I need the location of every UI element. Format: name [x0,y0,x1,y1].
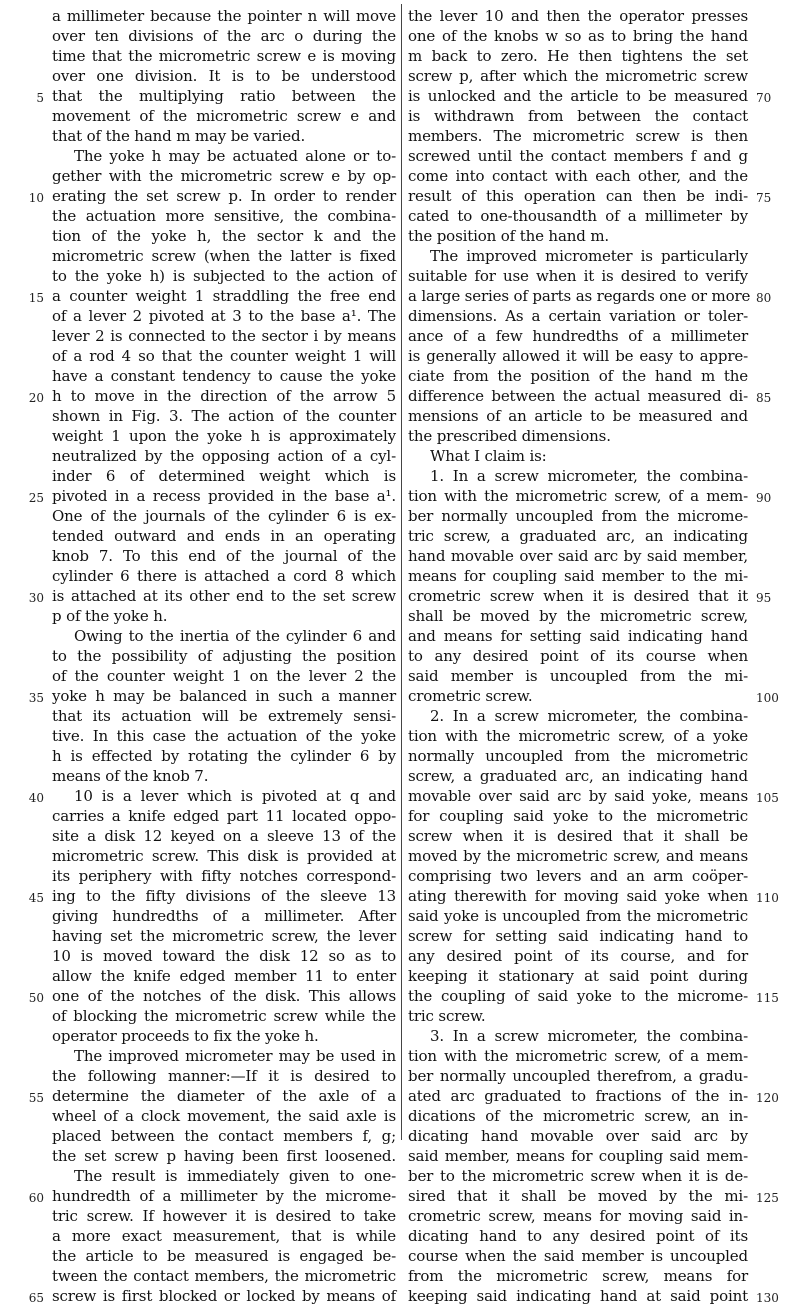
right-line-number: 105 [756,791,779,805]
left-column-line: the actuation more sensitive, the combina- [52,207,396,225]
right-line-number: 80 [756,291,772,305]
left-column-line: pivoted in a recess provided in the base a¹. [52,487,396,505]
right-column-line: mensions of an article to be measured and [408,407,748,425]
right-column-line: crometric screw when it is desired that it [408,587,748,605]
left-column-line: screw is first blocked or locked by means of [52,1287,396,1305]
right-column-line: members. The micrometric screw is then [408,127,748,145]
left-column-line: gether with the micrometric screw e by op- [52,167,396,185]
left-column-line: over one division. It is to be understood [52,67,396,85]
right-column-line: ciate from the position of the hand m the [408,367,748,385]
left-column-line: giving hundredths of a millimeter. After [52,907,396,925]
left-line-number: 5 [36,91,44,105]
right-column-line: crometric screw. [408,687,533,705]
left-column-line: lever 2 is connected to the sector i by means [52,327,396,345]
left-column-line: have a constant tendency to cause the yoke [52,367,396,385]
right-column-line: course when the said member is uncoupled [408,1247,748,1265]
left-column-line: One of the journals of the cylinder 6 is ex- [52,507,396,525]
left-column-line: operator proceeds to fix the yoke h. [52,1027,319,1045]
left-column-line: that of the hand m may be varied. [52,127,306,145]
right-column-line: What I claim is: [430,447,547,465]
right-column-line: ber to the micrometric screw when it is de- [408,1167,748,1185]
right-line-number: 120 [756,1091,779,1105]
left-column-line: over ten divisions of the arc o during the [52,27,396,45]
right-column-line: ber normally uncoupled therefrom, a gradu- [408,1067,748,1085]
right-column-line: is withdrawn from between the contact [408,107,748,125]
left-column-line: The yoke h may be actuated alone or to- [74,147,396,165]
right-line-number: 125 [756,1191,779,1205]
left-line-number: 45 [28,891,44,905]
left-column-line: knob 7. To this end of the journal of the [52,547,396,565]
left-column-line: shown in Fig. 3. The action of the counter [52,407,396,425]
left-column-line: having set the micrometric screw, the lever [52,927,396,945]
right-column-line: for coupling said yoke to the micrometric [408,807,748,825]
left-column-line: cylinder 6 there is attached a cord 8 which [52,567,396,585]
right-line-number: 70 [756,91,772,105]
left-line-number: 50 [28,991,44,1005]
right-column-line: crometric screw, means for moving said in- [408,1207,748,1225]
right-column-line: from the micrometric screw, means for [408,1267,748,1285]
right-column-line: the coupling of said yoke to the microme- [408,987,748,1005]
right-column-line: tric screw, a graduated arc, an indicating [408,527,748,545]
left-column-line: micrometric screw. This disk is provided at [52,847,396,865]
left-column-line: carries a knife edged part 11 located oppo- [52,807,396,825]
left-column-line: micrometric screw (when the latter is fixed [52,247,396,265]
left-line-number: 40 [28,791,44,805]
right-column-line: 2. In a screw micrometer, the combina- [430,707,748,725]
right-column-line: The improved micrometer is particularly [430,247,748,265]
column-divider [401,4,402,1140]
right-column-line: is generally allowed it will be easy to appre- [408,347,748,365]
right-column-line: sired that it shall be moved by the mi- [408,1187,748,1205]
left-line-number: 25 [28,491,44,505]
left-column-line: p of the yoke h. [52,607,168,625]
right-column-line: a large series of parts as regards one or more [408,287,751,305]
right-column-line: tion with the micrometric screw, of a mem- [408,1047,748,1065]
right-column-line: screw when it is desired that it shall be [408,827,748,845]
left-column-line: allow the knife edged member 11 to enter [52,967,396,985]
left-column-line: is attached at its other end to the set screw [52,587,396,605]
right-line-number: 130 [756,1291,779,1305]
left-column-line: placed between the contact members f, g; [52,1127,396,1145]
right-column-line: keeping said indicating hand at said point [408,1287,748,1305]
right-column-line: come into contact with each other, and the [408,167,748,185]
right-column-line: screwed until the contact members f and g [408,147,748,165]
left-column-line: that the multiplying ratio between the [52,87,396,105]
right-column-line: said member is uncoupled from the mi- [408,667,748,685]
right-column-line: keeping it stationary at said point during [408,967,748,985]
left-column-line: of the counter weight 1 on the lever 2 the [52,667,396,685]
left-text-column [52,6,396,1306]
left-column-line: hundredth of a millimeter by the microme- [52,1187,396,1205]
left-column-line: h to move in the direction of the arrow 5 [52,387,396,405]
left-column-line: determine the diameter of the axle of a [52,1087,396,1105]
right-column-line: m back to zero. He then tightens the set [408,47,748,65]
left-column-line: tween the contact members, the micrometric [52,1267,396,1285]
right-column-line: cated to one-thousandth of a millimeter by [408,207,748,225]
left-column-line: Owing to the inertia of the cylinder 6 and [74,627,396,645]
left-column-line: ing to the fifty divisions of the sleeve 13 [52,887,396,905]
right-column-line: ber normally uncoupled from the microme- [408,507,748,525]
right-line-number: 85 [756,391,772,405]
right-column-line: said member, means for coupling said mem- [408,1147,748,1165]
right-line-number: 95 [756,591,772,605]
right-column-line: dimensions. As a certain variation or toler- [408,307,748,325]
right-column-line: 1. In a screw micrometer, the combina- [430,467,748,485]
right-line-number: 115 [756,991,779,1005]
left-column-line: a counter weight 1 straddling the free end [52,287,396,305]
left-column-line: h is effected by rotating the cylinder 6 by [52,747,396,765]
right-text-column [408,6,751,1306]
right-column-line: moved by the micrometric screw, and means [408,847,748,865]
right-column-line: screw p, after which the micrometric screw [408,67,748,85]
left-column-line: means of the knob 7. [52,767,209,785]
left-column-line: 10 is a lever which is pivoted at q and [74,787,396,805]
left-column-line: site a disk 12 keyed on a sleeve 13 of the [52,827,396,845]
right-column-line: result of this operation can then be indi- [408,187,748,205]
right-column-line: screw, a graduated arc, an indicating hand [408,767,748,785]
left-column-line: time that the micrometric screw e is moving [52,47,396,65]
left-line-number: 20 [28,391,44,405]
left-column-line: of blocking the micrometric screw while the [52,1007,396,1025]
right-column-line: tion with the micrometric screw, of a yoke [408,727,748,745]
right-line-number: 110 [756,891,779,905]
left-column-line: neutralized by the opposing action of a cyl- [52,447,396,465]
right-column-line: 3. In a screw micrometer, the combina- [430,1027,748,1045]
right-column-line: movable over said arc by said yoke, means [408,787,748,805]
right-column-line: and means for setting said indicating hand [408,627,748,645]
left-column-line: tric screw. If however it is desired to take [52,1207,396,1225]
right-line-number: 100 [756,691,779,705]
left-column-line: movement of the micrometric screw e and [52,107,396,125]
right-column-line: any desired point of its course, and for [408,947,748,965]
left-column-line: a more exact measurement, that is while [52,1227,396,1245]
right-column-line: dications of the micrometric screw, an in- [408,1107,748,1125]
left-column-line: the set screw p having been first loosened. [52,1147,396,1165]
right-column-line: shall be moved by the micrometric screw, [408,607,748,625]
right-column-line: comprising two levers and an arm coöper- [408,867,748,885]
left-line-number: 55 [28,1091,44,1105]
left-column-line: to the possibility of adjusting the position [52,647,396,665]
right-column-line: is unlocked and the article to be measured [408,87,748,105]
left-column-line: the article to be measured is engaged be- [52,1247,396,1265]
right-column-line: tric screw. [408,1007,486,1025]
left-column-line: tended outward and ends in an operating [52,527,396,545]
right-column-line: ating therewith for moving said yoke when [408,887,748,905]
right-column-line: ance of a few hundredths of a millimeter [408,327,748,345]
left-column-line: erating the set screw p. In order to render [52,187,396,205]
right-column-line: dicating hand movable over said arc by [408,1127,748,1145]
left-column-line: the following manner:—If it is desired to [52,1067,396,1085]
left-column-line: a millimeter because the pointer n will move [52,7,396,25]
left-column-line: inder 6 of determined weight which is [52,467,396,485]
left-line-number: 65 [28,1291,44,1305]
right-column-line: ated arc graduated to fractions of the in- [408,1087,748,1105]
left-line-number: 15 [28,291,44,305]
right-line-number: 90 [756,491,772,505]
right-column-line: the prescribed dimensions. [408,427,611,445]
right-column-line: tion with the micrometric screw, of a mem- [408,487,748,505]
left-column-line: one of the notches of the disk. This allows [52,987,396,1005]
left-column-line: of a rod 4 so that the counter weight 1 will [52,347,396,365]
left-column-line: yoke h may be balanced in such a manner [52,687,396,705]
right-column-line: to any desired point of its course when [408,647,748,665]
right-column-line: difference between the actual measured di- [408,387,748,405]
left-column-line: tive. In this case the actuation of the yoke [52,727,396,745]
right-column-line: the lever 10 and then the operator presses [408,7,748,25]
left-column-line: The improved micrometer may be used in [74,1047,396,1065]
left-column-line: wheel of a clock movement, the said axle is [52,1107,396,1125]
left-column-line: its periphery with fifty notches correspond- [52,867,396,885]
right-column-line: said yoke is uncoupled from the micrometric [408,907,748,925]
right-column-line: one of the knobs w so as to bring the hand [408,27,748,45]
right-column-line: suitable for use when it is desired to verify [408,267,748,285]
left-column-line: to the yoke h) is subjected to the action of [52,267,396,285]
left-line-number: 10 [28,191,44,205]
right-column-line: means for coupling said member to the mi- [408,567,748,585]
left-column-line: weight 1 upon the yoke h is approximately [52,427,396,445]
left-line-number: 30 [28,591,44,605]
left-column-line: 10 is moved toward the disk 12 so as to [52,947,396,965]
right-column-line: hand movable over said arc by said member, [408,547,748,565]
left-column-line: tion of the yoke h, the sector k and the [52,227,396,245]
left-line-number: 60 [28,1191,44,1205]
right-column-line: normally uncoupled from the micrometric [408,747,748,765]
left-column-line: that its actuation will be extremely sensi- [52,707,396,725]
right-column-line: the position of the hand m. [408,227,610,245]
left-column-line: of a lever 2 pivoted at 3 to the base a¹. The [52,307,396,325]
right-line-number: 75 [756,191,772,205]
right-column-line: dicating hand to any desired point of its [408,1227,748,1245]
left-line-number: 35 [28,691,44,705]
right-column-line: screw for setting said indicating hand to [408,927,748,945]
left-column-line: The result is immediately given to one- [74,1167,396,1185]
